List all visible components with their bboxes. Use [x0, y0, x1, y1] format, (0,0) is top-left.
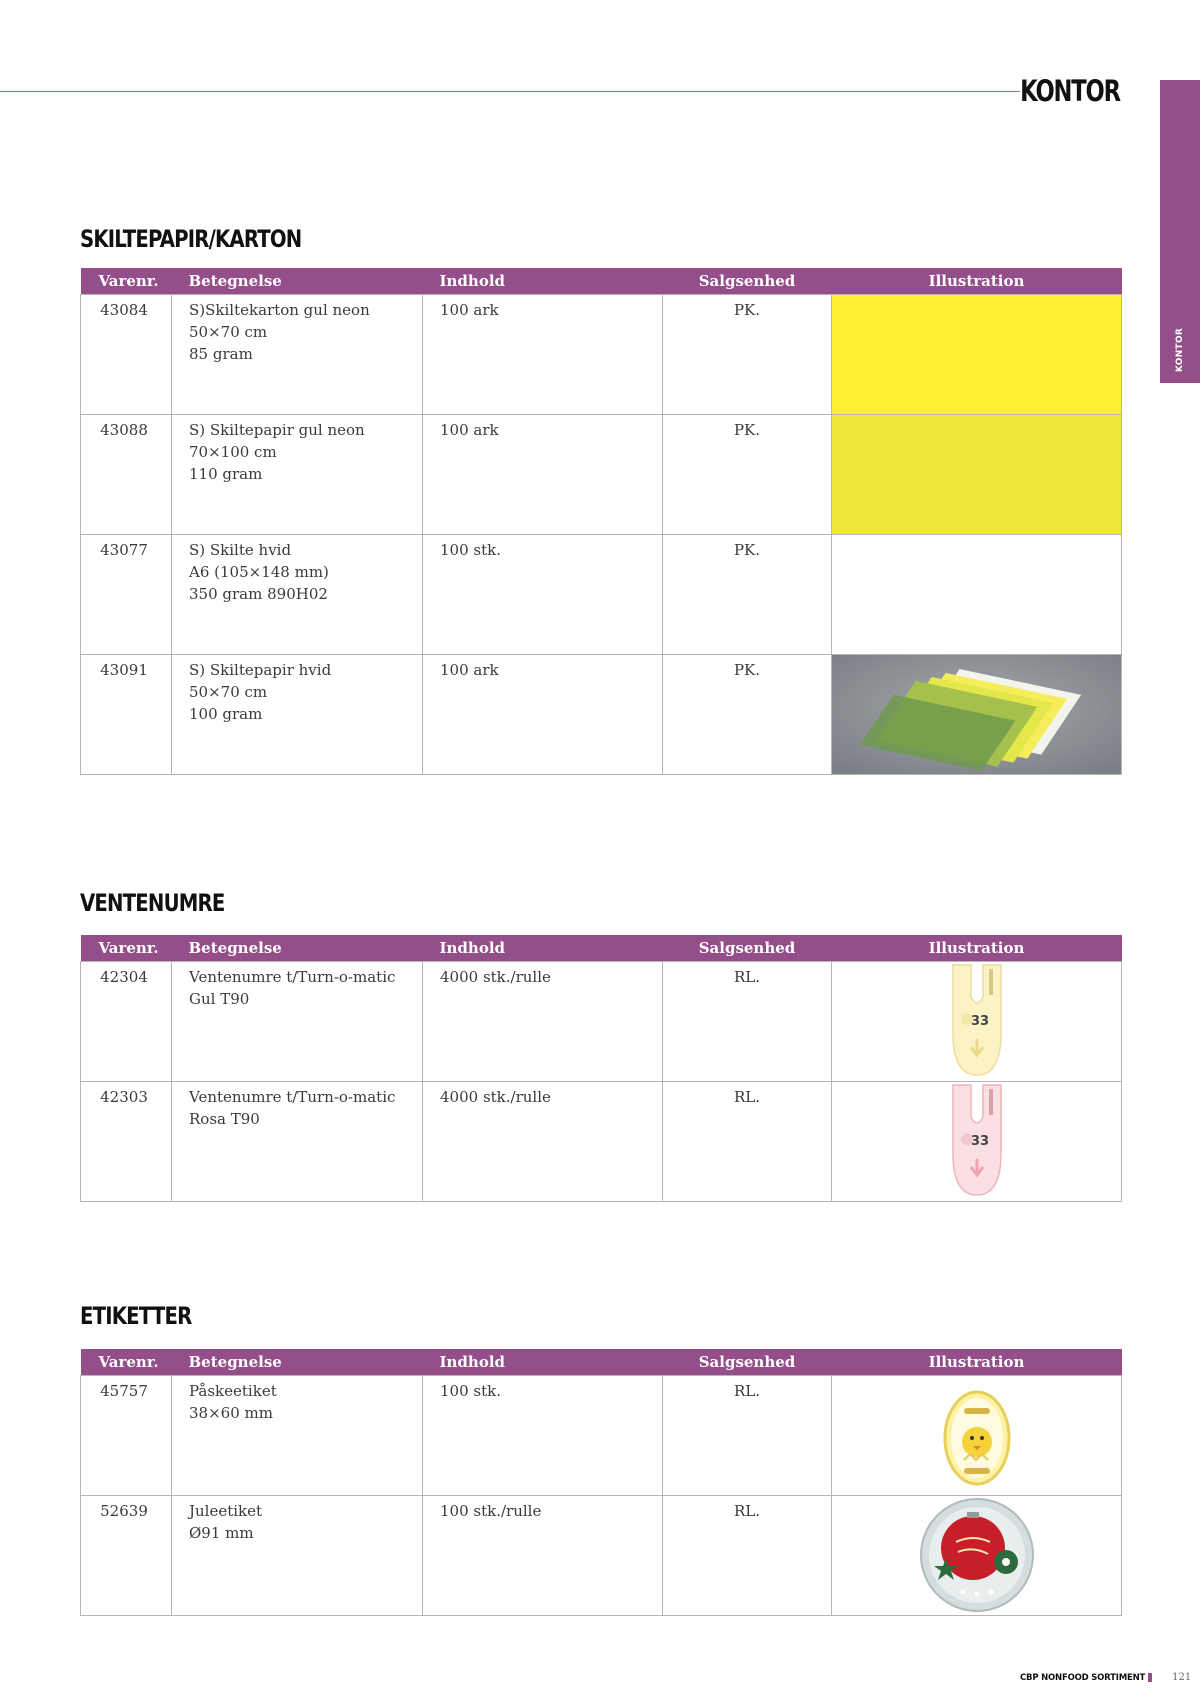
header-rule — [0, 91, 1020, 92]
item-content: 4000 stk./rulle — [423, 961, 663, 1081]
item-number: 43088 — [81, 414, 172, 534]
item-illustration — [832, 534, 1122, 654]
table-header-row — [81, 935, 1122, 961]
item-number: 43077 — [81, 534, 172, 654]
item-illustration — [832, 1495, 1122, 1615]
item-sales-unit: PK. — [663, 534, 832, 654]
item-illustration — [832, 414, 1122, 534]
description-line: Gul T90 — [189, 989, 250, 1008]
col-header-betegnelse: Betegnelse — [172, 268, 423, 294]
item-sales-unit: PK. — [663, 414, 832, 534]
item-description — [172, 294, 423, 414]
description-line: 70×100 cm — [189, 442, 277, 461]
table-skiltepapir — [80, 268, 1122, 775]
col-header-salgsenhed: Salgsenhed — [663, 1349, 832, 1375]
item-description — [172, 1495, 423, 1615]
item-description — [172, 534, 423, 654]
item-number: 45757 — [81, 1375, 172, 1495]
footer — [1020, 1672, 1191, 1683]
description-line: 85 gram — [189, 344, 253, 363]
item-sales-unit: PK. — [663, 294, 832, 414]
description-line: 100 gram — [189, 704, 263, 723]
yellow-card-swatch — [832, 295, 1121, 414]
table-header-row — [81, 1349, 1122, 1375]
col-header-varenr: Varenr. — [81, 1349, 172, 1375]
item-illustration — [832, 294, 1122, 414]
easter-label-image — [942, 1388, 1012, 1488]
section-title-skiltepapir: SKILTEPAPIR/KARTON — [80, 225, 302, 253]
table-etiketter — [80, 1349, 1122, 1616]
item-content: 4000 stk./rulle — [423, 1081, 663, 1201]
table-row — [81, 1081, 1122, 1201]
table-ventenumre — [80, 935, 1122, 1202]
table-row — [81, 654, 1122, 774]
item-sales-unit: PK. — [663, 654, 832, 774]
item-content: 100 ark — [423, 654, 663, 774]
description-line: S) Skilte hvid — [189, 540, 292, 559]
item-description — [172, 961, 423, 1081]
table-header-row — [81, 268, 1122, 294]
item-number: 42303 — [81, 1081, 172, 1201]
col-header-varenr: Varenr. — [81, 268, 172, 294]
description-line: S) Skiltepapir hvid — [189, 660, 332, 679]
col-header-illustration: Illustration — [832, 268, 1122, 294]
item-content: 100 stk. — [423, 1375, 663, 1495]
col-header-varenr: Varenr. — [81, 935, 172, 961]
col-header-betegnelse: Betegnelse — [172, 1349, 423, 1375]
item-description — [172, 414, 423, 534]
item-description — [172, 1081, 423, 1201]
item-sales-unit: RL. — [663, 1081, 832, 1201]
table-row — [81, 1375, 1122, 1495]
ticket-number: 33 — [970, 1014, 989, 1029]
footer-accent-mark — [1148, 1673, 1152, 1682]
table-row — [81, 414, 1122, 534]
item-sales-unit: RL. — [663, 1375, 832, 1495]
description-line: 50×70 cm — [189, 322, 268, 341]
item-content: 100 ark — [423, 414, 663, 534]
item-content: 100 ark — [423, 294, 663, 414]
description-line: Ventenumre t/Turn-o-matic — [189, 967, 396, 986]
item-illustration — [832, 654, 1122, 774]
item-sales-unit: RL. — [663, 961, 832, 1081]
page-title: KONTOR — [1020, 74, 1120, 108]
page-number: 121 — [1172, 1672, 1192, 1683]
item-description — [172, 1375, 423, 1495]
item-number: 43084 — [81, 294, 172, 414]
side-tab-label: KONTOR — [1175, 327, 1185, 373]
table-row — [81, 534, 1122, 654]
table-row — [81, 961, 1122, 1081]
description-line: Ventenumre t/Turn-o-matic — [189, 1087, 396, 1106]
paper-stack-image — [832, 655, 1121, 775]
col-header-illustration: Illustration — [832, 1349, 1122, 1375]
description-line: 38×60 mm — [189, 1403, 273, 1422]
yellow-ticket-image — [947, 963, 1007, 1079]
description-line: Rosa T90 — [189, 1109, 260, 1128]
description-line: Juleetiket — [189, 1501, 263, 1520]
section-title-etiketter: ETIKETTER — [80, 1302, 192, 1330]
description-line: 110 gram — [189, 464, 263, 483]
item-illustration — [832, 1081, 1122, 1201]
item-content: 100 stk./rulle — [423, 1495, 663, 1615]
yellow-paper-swatch — [832, 415, 1121, 534]
table-row — [81, 1495, 1122, 1615]
item-number: 43091 — [81, 654, 172, 774]
table-row — [81, 294, 1122, 414]
item-content: 100 stk. — [423, 534, 663, 654]
description-line: A6 (105×148 mm) — [189, 562, 329, 581]
col-header-illustration: Illustration — [832, 935, 1122, 961]
description-line: Påskeetiket — [189, 1381, 277, 1400]
description-line: 350 gram 890H02 — [189, 584, 328, 603]
section-title-ventenumre: VENTENUMRE — [80, 889, 225, 917]
christmas-label-image — [918, 1496, 1036, 1614]
item-description — [172, 654, 423, 774]
item-number: 42304 — [81, 961, 172, 1081]
ticket-number: 33 — [970, 1134, 989, 1149]
col-header-salgsenhed: Salgsenhed — [663, 935, 832, 961]
side-tab — [1160, 80, 1200, 383]
description-line: S) Skiltepapir gul neon — [189, 420, 365, 439]
item-illustration — [832, 961, 1122, 1081]
col-header-indhold: Indhold — [423, 268, 663, 294]
col-header-indhold: Indhold — [423, 1349, 663, 1375]
pink-ticket-image — [947, 1083, 1007, 1199]
footer-brand: CBP NONFOOD SORTIMENT — [1020, 1672, 1146, 1683]
col-header-salgsenhed: Salgsenhed — [663, 268, 832, 294]
description-line: 50×70 cm — [189, 682, 268, 701]
col-header-indhold: Indhold — [423, 935, 663, 961]
col-header-betegnelse: Betegnelse — [172, 935, 423, 961]
description-line: Ø91 mm — [189, 1523, 254, 1542]
description-line: S)Skiltekarton gul neon — [189, 300, 370, 319]
item-illustration — [832, 1375, 1122, 1495]
item-sales-unit: RL. — [663, 1495, 832, 1615]
item-number: 52639 — [81, 1495, 172, 1615]
